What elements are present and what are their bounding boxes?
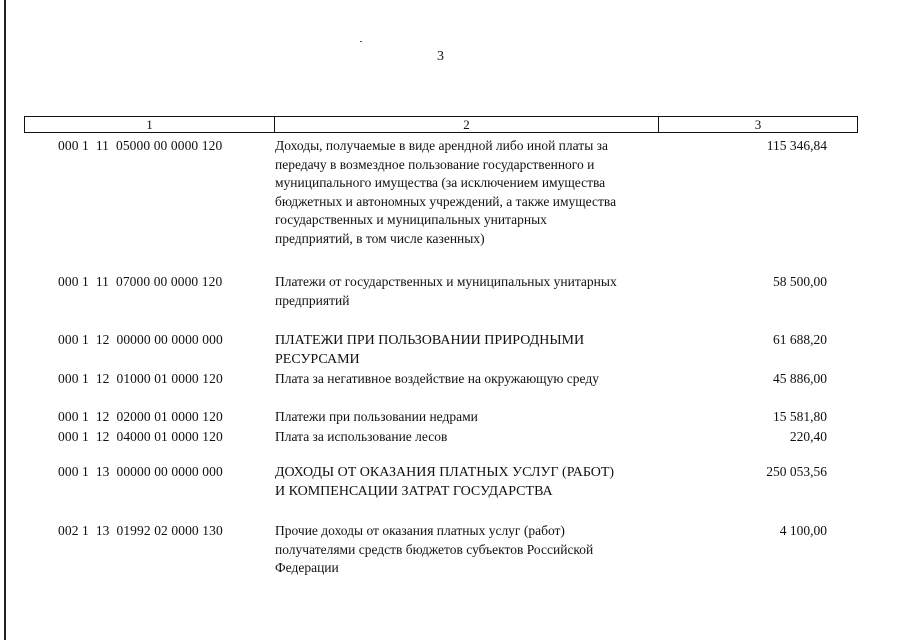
budget-code: 000 1 12 02000 01 0000 120 — [58, 409, 223, 424]
income-amount: 45 886,00 — [773, 371, 827, 386]
budget-code: 000 1 12 04000 01 0000 120 — [58, 429, 223, 444]
income-amount: 220,40 — [789, 429, 827, 444]
budget-code: 000 1 11 07000 00 0000 120 — [58, 274, 223, 289]
budget-code: 000 1 12 01000 01 0000 120 — [58, 371, 223, 386]
header-column-3: 3 — [754, 117, 762, 132]
budget-code: 000 1 12 00000 00 0000 000 — [58, 332, 223, 347]
budget-code: 002 1 13 01992 02 0000 130 — [58, 523, 223, 538]
income-amount: 4 100,00 — [779, 523, 827, 538]
income-amount: 58 500,00 — [773, 274, 827, 289]
income-description: Платежи при пользовании недрами — [275, 409, 478, 424]
page-number: 3 — [437, 49, 444, 64]
header-column-1: 1 — [25, 117, 275, 132]
income-amount: 250 053,56 — [766, 464, 827, 479]
income-description: Плата за использование лесов — [275, 429, 448, 444]
budget-code: 000 1 13 00000 00 0000 000 — [58, 464, 223, 479]
header-column-2: 2 — [275, 117, 659, 132]
table-header-row — [24, 116, 858, 133]
income-description: ДОХОДЫ ОТ ОКАЗАНИЯ ПЛАТНЫХ УСЛУГ (РАБОТ) И КОМПЕНСАЦИИ ЗАТРАТ ГОСУДАРСТВА — [275, 465, 615, 499]
income-amount: 61 688,20 — [773, 332, 827, 347]
budget-code: 000 1 11 05000 00 0000 120 — [58, 138, 223, 153]
income-description: Прочие доходы от оказания платных услуг (работ) получателями средств бюджетов субъектов Российской Федерации — [275, 523, 594, 575]
income-amount: 15 581,80 — [773, 409, 827, 424]
page-left-edge-line — [4, 0, 6, 640]
income-description: Плата за негативное воздействие на окружающую среду — [275, 371, 599, 386]
income-description: ПЛАТЕЖИ ПРИ ПОЛЬЗОВАНИИ ПРИРОДНЫМИ РЕСУРСАМИ — [275, 333, 585, 367]
income-description: Доходы, получаемые в виде арендной либо иной платы за передачу в возмездное пользование государственного и муниципального имущества (за исключением имущества бюджетных и автономных учреждений, а также имущества государственных и муниципальных унитарных предприятий, в том числе казенных) — [275, 138, 617, 246]
income-description: Платежи от государственных и муниципальных унитарных предприятий — [275, 274, 617, 308]
income-amount: 115 346,84 — [766, 138, 827, 153]
scan-speck — [360, 41, 362, 42]
